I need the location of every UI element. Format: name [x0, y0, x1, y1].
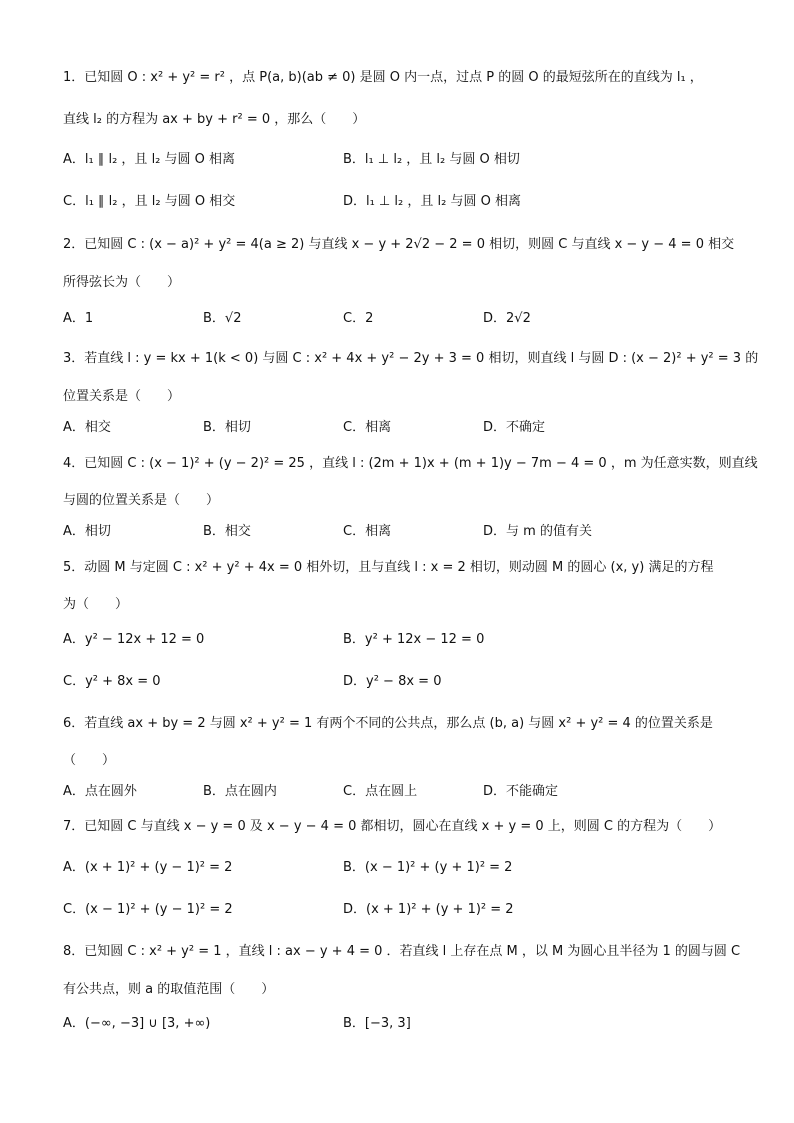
question-3-option-b[interactable]: B．相切	[203, 420, 251, 435]
question-2-line-1: 2．已知圆 C : (x − a)² + y² = 4(a ≥ 2) 与直线 x − y + 2√2 − 2 = 0 相切，则圆 C 与直线 x − y − 4 = 0 相交	[63, 237, 735, 252]
question-1-line-2: 直线 l₂ 的方程为 ax + by + r² = 0 ，那么（ ）	[63, 112, 366, 127]
question-5-option-c[interactable]: C．y² + 8x = 0	[63, 674, 161, 689]
question-2-option-d[interactable]: D．2√2	[483, 311, 531, 326]
question-2-option-a[interactable]: A．1	[63, 311, 94, 326]
question-1-option-d[interactable]: D．l₁ ⊥ l₂ ，且 l₂ 与圆 O 相离	[343, 194, 521, 209]
question-6-line-1: 6．若直线 ax + by = 2 与圆 x² + y² = 1 有两个不同的公共点，那么点 (b, a) 与圆 x² + y² = 4 的位置关系是	[63, 716, 713, 731]
question-1-line-1: 1．已知圆 O : x² + y² = r² ，点 P(a, b)(ab ≠ 0) 是圆 O 内一点，过点 P 的圆 O 的最短弦所在的直线为 l₁ ，	[63, 70, 703, 85]
question-4-option-c[interactable]: C．相离	[343, 524, 392, 539]
question-3-option-d[interactable]: D．不确定	[483, 420, 546, 435]
question-1-option-c[interactable]: C．l₁ ∥ l₂ ，且 l₂ 与圆 O 相交	[63, 194, 236, 209]
question-4-option-b[interactable]: B．相交	[203, 524, 251, 539]
question-7-option-d[interactable]: D．(x + 1)² + (y + 1)² = 2	[343, 902, 514, 917]
question-5-option-b[interactable]: B．y² + 12x − 12 = 0	[343, 632, 485, 647]
question-3-line-2: 位置关系是（ ）	[63, 389, 181, 404]
question-8-line-1: 8．已知圆 C : x² + y² = 1 ，直线 l : ax − y + 4 = 0 ．若直线 l 上存在点 M ，以 M 为圆心且半径为 1 的圆与圆 C	[63, 944, 741, 959]
question-6-option-b[interactable]: B．点在圆内	[203, 784, 277, 799]
question-8-option-a[interactable]: A．(−∞, −3] ∪ [3, +∞)	[63, 1016, 211, 1031]
question-6-option-c[interactable]: C．点在圆上	[343, 784, 418, 799]
question-2-option-b[interactable]: B．√2	[203, 311, 242, 326]
question-6-line-2: （ ）	[63, 753, 116, 768]
question-5-option-a[interactable]: A．y² − 12x + 12 = 0	[63, 632, 205, 647]
question-7-option-a[interactable]: A．(x + 1)² + (y − 1)² = 2	[63, 860, 233, 875]
question-4-option-a[interactable]: A．相切	[63, 524, 111, 539]
question-6-option-d[interactable]: D．不能确定	[483, 784, 559, 799]
question-8-line-2: 有公共点，则 a 的取值范围（ ）	[63, 982, 275, 997]
question-3-option-a[interactable]: A．相交	[63, 420, 111, 435]
question-3-option-c[interactable]: C．相离	[343, 420, 392, 435]
question-5-line-2: 为（ ）	[63, 597, 129, 612]
question-5-option-d[interactable]: D．y² − 8x = 0	[343, 674, 442, 689]
question-5-line-1: 5．动圆 M 与定圆 C : x² + y² + 4x = 0 相外切，且与直线 l : x = 2 相切，则动圆 M 的圆心 (x, y) 满足的方程	[63, 560, 714, 575]
question-8-option-b[interactable]: B．[−3, 3]	[343, 1016, 411, 1031]
question-4-option-d[interactable]: D．与 m 的值有关	[483, 524, 592, 539]
question-1-option-a[interactable]: A．l₁ ∥ l₂ ，且 l₂ 与圆 O 相离	[63, 152, 236, 167]
question-3-line-1: 3．若直线 l : y = kx + 1(k < 0) 与圆 C : x² + 4x + y² − 2y + 3 = 0 相切，则直线 l 与圆 D : (x − 2)² + y² = 3 的	[63, 351, 759, 366]
question-7-option-c[interactable]: C．(x − 1)² + (y − 1)² = 2	[63, 902, 233, 917]
question-2-option-c[interactable]: C．2	[343, 311, 374, 326]
question-7-option-b[interactable]: B．(x − 1)² + (y + 1)² = 2	[343, 860, 513, 875]
question-4-line-1: 4．已知圆 C : (x − 1)² + (y − 2)² = 25 ，直线 l : (2m + 1)x + (m + 1)y − 7m − 4 = 0 ，m 为任意实数，则直线	[63, 456, 758, 471]
question-6-option-a[interactable]: A．点在圆外	[63, 784, 137, 799]
question-7-line-1: 7．已知圆 C 与直线 x − y = 0 及 x − y − 4 = 0 都相切，圆心在直线 x + y = 0 上，则圆 C 的方程为（ ）	[63, 819, 722, 834]
question-2-line-2: 所得弦长为（ ）	[63, 275, 181, 290]
question-1-option-b[interactable]: B．l₁ ⊥ l₂ ，且 l₂ 与圆 O 相切	[343, 152, 520, 167]
question-4-line-2: 与圆的位置关系是（ ）	[63, 493, 220, 508]
